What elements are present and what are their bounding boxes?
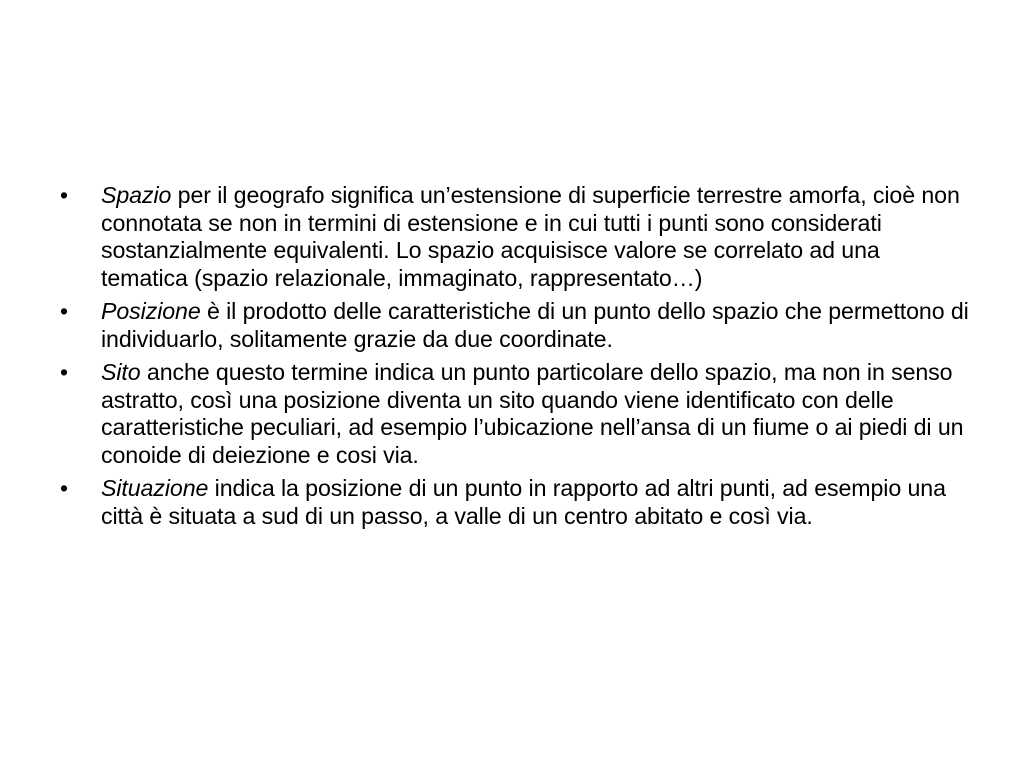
- bullet-icon: •: [60, 182, 68, 208]
- bullet-list: [0, 182, 1024, 536]
- term-posizione: Posizione: [101, 298, 201, 324]
- bullet-item-posizione: [0, 298, 971, 353]
- term-spazio: Spazio: [101, 182, 172, 208]
- bullet-item-sito: [0, 359, 971, 469]
- bullet-item-situazione: [0, 475, 971, 530]
- term-situazione: Situazione: [101, 475, 209, 501]
- definition-posizione: è il prodotto delle caratteristiche di un punto dello spazio che permettono di individuarlo, solitamente grazie da due coordinate.: [101, 298, 969, 352]
- bullet-icon: •: [60, 359, 68, 385]
- bullet-item-spazio: [0, 182, 971, 292]
- definition-spazio: per il geografo significa un’estensione di superficie terrestre amorfa, cioè non connotata se non in termini di estensione e in cui tutti i punti sono considerati sostanzialmente equivalenti. Lo spazio acquisisce valore se correlato ad una tematica (spazio relazionale, immaginato, rappresentato…): [101, 182, 960, 291]
- definition-sito: anche questo termine indica un punto particolare dello spazio, ma non in senso astratto, così una posizione diventa un sito quando viene identificato con delle caratteristiche peculiari, ad esempio l’ubicazione nell’ansa di un fiume o ai piedi di un conoide di deiezione e cosi via.: [101, 359, 964, 468]
- term-sito: Sito: [101, 359, 141, 385]
- bullet-icon: •: [60, 475, 68, 501]
- bullet-icon: •: [60, 298, 68, 324]
- definition-situazione: indica la posizione di un punto in rapporto ad altri punti, ad esempio una città è situata a sud di un passo, a valle di un centro abitato e così via.: [101, 475, 946, 529]
